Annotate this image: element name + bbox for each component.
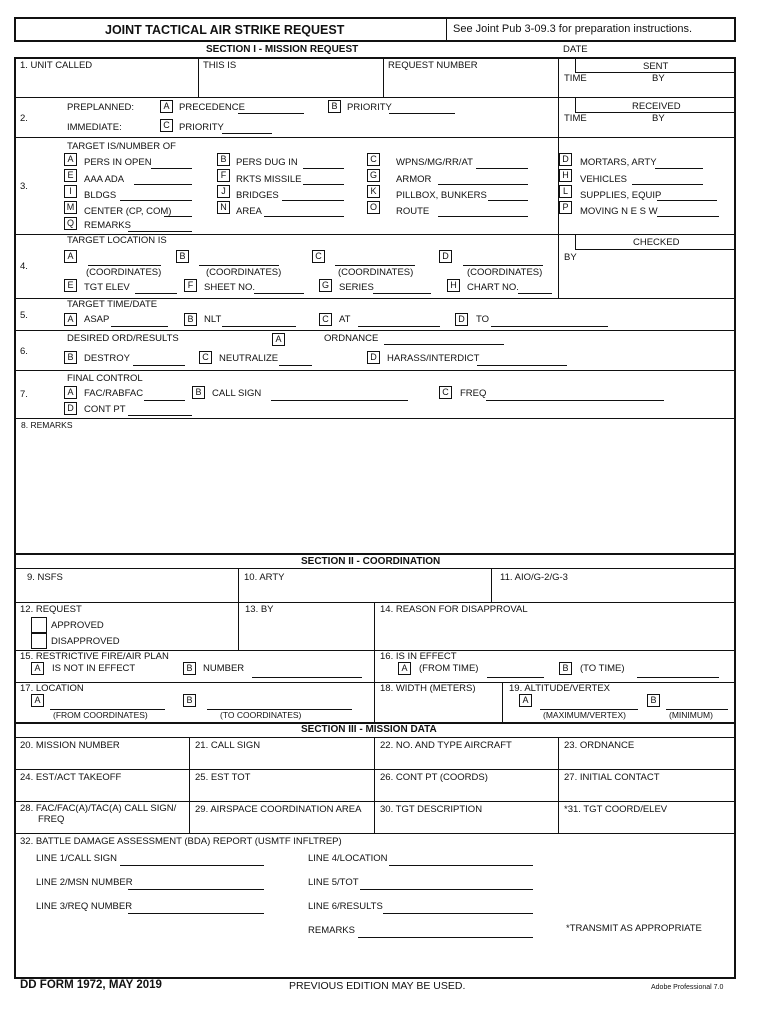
- transmit-note: *TRANSMIT AS APPROPRIATE: [566, 923, 702, 934]
- section2-title: SECTION II - COORDINATION: [301, 556, 441, 567]
- bda-report-label: 32. BATTLE DAMAGE ASSESSMENT (BDA) REPORT (USMTF INFLTREP): [20, 836, 342, 847]
- remarks-area[interactable]: [16, 432, 734, 552]
- software-note: Adobe Professional 7.0: [651, 984, 724, 991]
- date-label: DATE: [563, 44, 588, 55]
- section1-title: SECTION I - MISSION REQUEST: [206, 44, 359, 55]
- remarks-label: 8. REMARKS: [21, 420, 73, 430]
- sent-time-label: TIME: [564, 73, 587, 84]
- priority-b-field[interactable]: [389, 113, 455, 114]
- this-is-label: THIS IS: [203, 60, 237, 71]
- priority-c-box[interactable]: C: [160, 119, 173, 132]
- priority-c-field[interactable]: [222, 133, 272, 134]
- checked-label: CHECKED: [633, 237, 680, 248]
- approved-checkbox[interactable]: [31, 617, 47, 633]
- priority-b-box[interactable]: B: [328, 100, 341, 113]
- unit-called-label: 1. UNIT CALLED: [20, 60, 93, 71]
- sent-by-label: BY: [652, 73, 665, 84]
- request-number-label: REQUEST NUMBER: [388, 60, 478, 71]
- sent-label: SENT: [643, 61, 669, 72]
- received-label: RECEIVED: [632, 101, 681, 112]
- form-number: DD FORM 1972, MAY 2019: [20, 979, 162, 991]
- previous-edition-note: PREVIOUS EDITION MAY BE USED.: [289, 980, 466, 992]
- disapproved-checkbox[interactable]: [31, 633, 47, 649]
- precedence-a-box[interactable]: A: [160, 100, 173, 113]
- form-title: JOINT TACTICAL AIR STRIKE REQUEST: [105, 23, 345, 37]
- precedence-field[interactable]: [238, 113, 304, 114]
- section3-title: SECTION III - MISSION DATA: [301, 724, 437, 735]
- instructions-note: See Joint Pub 3-09.3 for preparation instructions.: [453, 23, 693, 35]
